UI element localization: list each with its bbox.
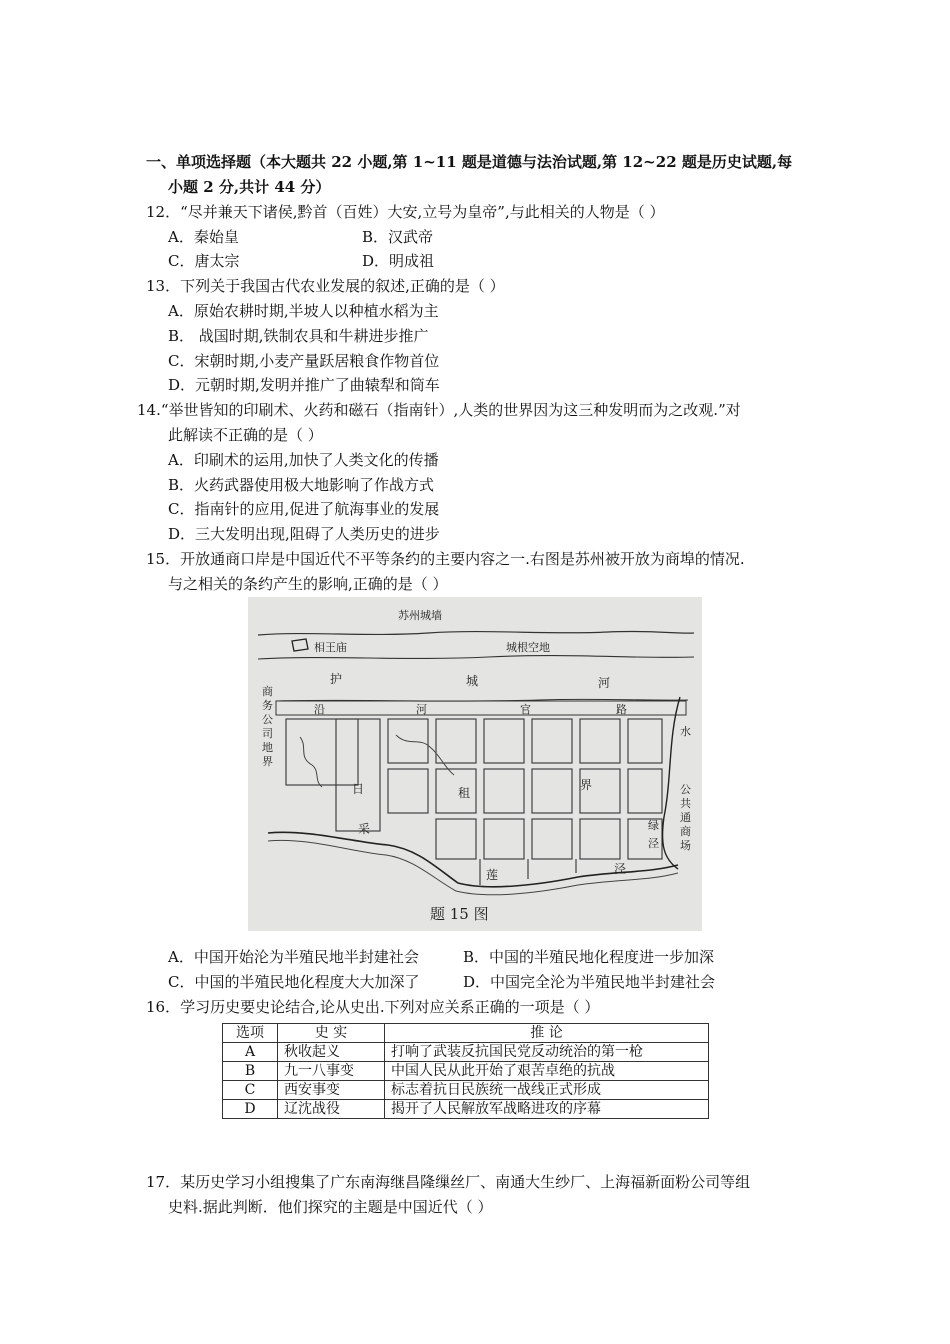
table-cell-option: C <box>223 1081 278 1100</box>
q14-option-a: A．印刷术的运用,加快了人类文化的传播 <box>168 451 439 469</box>
table-cell-fact: 秋收起义 <box>278 1043 385 1062</box>
q12-option-b: B．汉武帝 <box>362 228 434 246</box>
table-header-option: 选项 <box>223 1024 278 1043</box>
map-label-left-3: 公 <box>262 713 273 726</box>
q12-option-c: C．唐太宗 <box>168 252 240 270</box>
table-cell-option: D <box>223 1100 278 1119</box>
map-label-wall: 苏州城墙 <box>398 609 442 622</box>
table-row <box>223 1062 709 1081</box>
map-label-right-b5: 场 <box>680 839 691 852</box>
concession-street-grid <box>286 719 662 885</box>
map-label-empty-land: 城根空地 <box>506 641 550 654</box>
map-label-left-2: 务 <box>262 699 273 712</box>
q13-option-c: C．宋朝时期,小麦产量跃居粮食作物首位 <box>168 352 440 370</box>
map-label-right-a3: 泾 <box>648 837 659 850</box>
city-wall-line <box>258 631 694 635</box>
q15-option-d: D．中国完全沦为半殖民地半封建社会 <box>463 973 716 991</box>
table-cell-fact: 九一八事变 <box>278 1062 385 1081</box>
east-river <box>663 697 680 869</box>
map-label-moat-2: 城 <box>466 674 479 688</box>
map-label-right-a1: 水 <box>680 725 691 738</box>
map-label-left-6: 界 <box>262 755 273 768</box>
q14-option-c: C．指南针的应用,促进了航海事业的发展 <box>168 500 440 518</box>
question-17-stem-cont: 史料.据此判断．他们探究的主题是中国近代（ ） <box>168 1198 493 1216</box>
table-row <box>223 1043 709 1062</box>
table-cell-option: A <box>223 1043 278 1062</box>
table-row <box>223 1081 709 1100</box>
question-14-stem: 14.“举世皆知的印刷术、火药和磁石（指南针）,人类的世界因为这三种发明而为之改观.”对 <box>137 401 741 419</box>
question-15-stem: 15．开放通商口岸是中国近代不平等条约的主要内容之一.右图是苏州被开放为商埠的情况. <box>146 550 745 568</box>
map-label-lian: 莲 <box>486 868 499 882</box>
question-14-stem-cont: 此解读不正确的是（ ） <box>168 426 323 444</box>
map-label-road-3: 官 <box>520 703 531 716</box>
q13-option-a: A．原始农耕时期,半坡人以种植水稻为主 <box>168 302 439 320</box>
table-row <box>223 1100 709 1119</box>
map-label-concession-1: 租 <box>458 786 471 800</box>
q15-option-c: C．中国的半殖民地化程度大大加深了 <box>168 973 420 991</box>
map-label-temple: 相王庙 <box>314 641 347 654</box>
q13-option-b: B． 战国时期,铁制农具和牛耕进步推广 <box>168 327 429 345</box>
map-label-concession-2: 界 <box>580 778 593 792</box>
table-cell-fact: 西安事变 <box>278 1081 385 1100</box>
map-label-right-b1: 公 <box>680 783 691 796</box>
map-label-road-1: 沿 <box>314 703 325 716</box>
table-header-inference: 推 论 <box>385 1024 709 1043</box>
history-fact-table <box>222 1023 709 1119</box>
question-17-stem: 17．某历史学习小组搜集了广东南海继昌隆缫丝厂、南通大生纱厂、上海福新面粉公司等组 <box>146 1173 751 1191</box>
question-12-stem: 12．“尽并兼天下诸侯,黔首（百姓）大安,立号为皇帝”,与此相关的人物是（ ） <box>146 203 665 221</box>
map-label-left-4: 司 <box>262 727 273 740</box>
inner-canal <box>300 737 322 787</box>
moat-north-bank <box>258 656 694 659</box>
map-label-moat-1: 护 <box>330 672 343 686</box>
map-label-road-4: 路 <box>616 703 627 716</box>
q15-option-a: A．中国开始沦为半殖民地半封建社会 <box>168 948 419 966</box>
q14-option-d: D．三大发明出现,阻碍了人类历史的进步 <box>168 525 440 543</box>
map-label-left-5: 地 <box>262 741 273 754</box>
q14-option-b: B．火药武器使用极大地影响了作战方式 <box>168 476 435 494</box>
question-16-stem: 16．学习历史要史论结合,论从史出.下列对应关系正确的一项是（ ） <box>146 998 600 1016</box>
map-label-right-b3: 通 <box>680 811 691 824</box>
table-cell-inference: 标志着抗日民族统一战线正式形成 <box>385 1081 709 1100</box>
section-heading-cont: 小题 2 分,共计 44 分） <box>168 178 331 196</box>
suzhou-concession-map <box>248 597 702 931</box>
map-label-moat-3: 河 <box>598 676 611 690</box>
map-label-cai: 采 <box>358 822 371 836</box>
map-label-right-b4: 商 <box>680 825 691 838</box>
table-header-fact: 史 实 <box>278 1024 385 1043</box>
question-15-stem-cont: 与之相关的条约产生的影响,正确的是（ ） <box>168 575 448 593</box>
temple-icon <box>292 639 308 651</box>
section-heading: 一、单项选择题（本大题共 22 小题,第 1~11 题是道德与法治试题,第 12~22 题是历史试题,每 <box>146 153 793 171</box>
map-label-right-a2: 绿 <box>648 819 659 832</box>
map-label-japan: 日 <box>352 782 365 796</box>
map-label-right-b2: 共 <box>680 797 691 810</box>
question-13-stem: 13．下列关于我国古代农业发展的叙述,正确的是（ ） <box>146 277 505 295</box>
map-label-jing: 泾 <box>614 862 627 876</box>
table-cell-option: B <box>223 1062 278 1081</box>
table-header-row <box>223 1024 709 1043</box>
table-cell-fact: 辽沈战役 <box>278 1100 385 1119</box>
q12-option-d: D．明成祖 <box>362 252 435 270</box>
q15-option-b: B．中国的半殖民地化程度进一步加深 <box>463 948 715 966</box>
map-label-left-1: 商 <box>262 685 273 698</box>
map-caption: 题 15 图 <box>430 905 489 923</box>
q12-option-a: A．秦始皇 <box>168 228 239 246</box>
table-cell-inference: 打响了武装反抗国民党反动统治的第一枪 <box>385 1043 709 1062</box>
table-cell-inference: 揭开了人民解放军战略进攻的序幕 <box>385 1100 709 1119</box>
q13-option-d: D．元朝时期,发明并推广了曲辕犁和筒车 <box>168 376 440 394</box>
table-cell-inference: 中国人民从此开始了艰苦卓绝的抗战 <box>385 1062 709 1081</box>
map-label-road-2: 河 <box>416 703 427 716</box>
